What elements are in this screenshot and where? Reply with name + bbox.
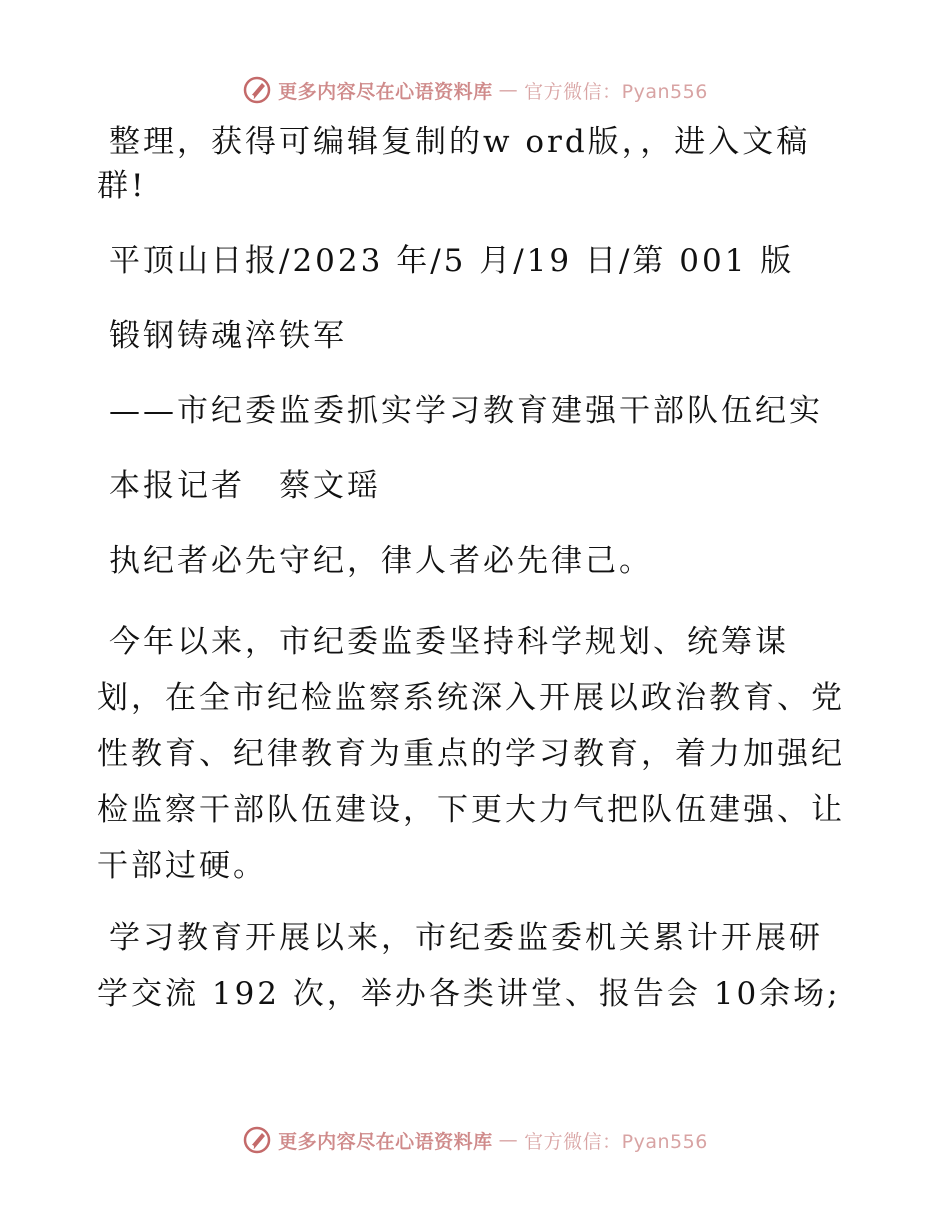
pen-seal-icon [242, 75, 272, 105]
header-watermark [0, 70, 950, 110]
article-body [97, 120, 852, 1038]
watermark-contact: 官方微信：Pyan556 [524, 1130, 708, 1153]
byline: 本报记者 蔡文瑶 [109, 468, 381, 504]
watermark-text: 更多内容尽在心语资料库 [278, 1130, 493, 1153]
article-subtitle: ——市纪委监委抓实学习教育建强干部队伍纪实 [109, 393, 823, 429]
watermark-separator: — [498, 79, 519, 101]
body-paragraph-2: 学习教育开展以来，市纪委监委机关累计开展研学交流 192 次，举办各类讲堂、报告会 10余场; [97, 920, 841, 1012]
source-line: 平顶山日报/2023 年/5 月/19 日/第 001 版 [109, 243, 795, 279]
pen-seal-icon [242, 1125, 272, 1155]
footer-watermark [0, 1120, 950, 1160]
intro-line: 整理，获得可编辑复制的w ord版，，进入文稿群! [97, 124, 811, 204]
body-paragraph-1: 今年以来，市纪委监委坚持科学规划、统筹谋划，在全市纪检监察系统深入开展以政治教育、党性教育、纪律教育为重点的学习教育，着力加强纪检监察干部队伍建设，下更大力气把队伍建强、让干部过硬。 [97, 624, 845, 884]
article-title: 锻钢铸魂淬铁军 [109, 318, 347, 354]
watermark-contact: 官方微信：Pyan556 [524, 80, 708, 103]
watermark-text: 更多内容尽在心语资料库 [278, 80, 493, 103]
lead-paragraph: 执纪者必先守纪，律人者必先律己。 [109, 543, 653, 579]
watermark-separator: — [498, 1129, 519, 1151]
